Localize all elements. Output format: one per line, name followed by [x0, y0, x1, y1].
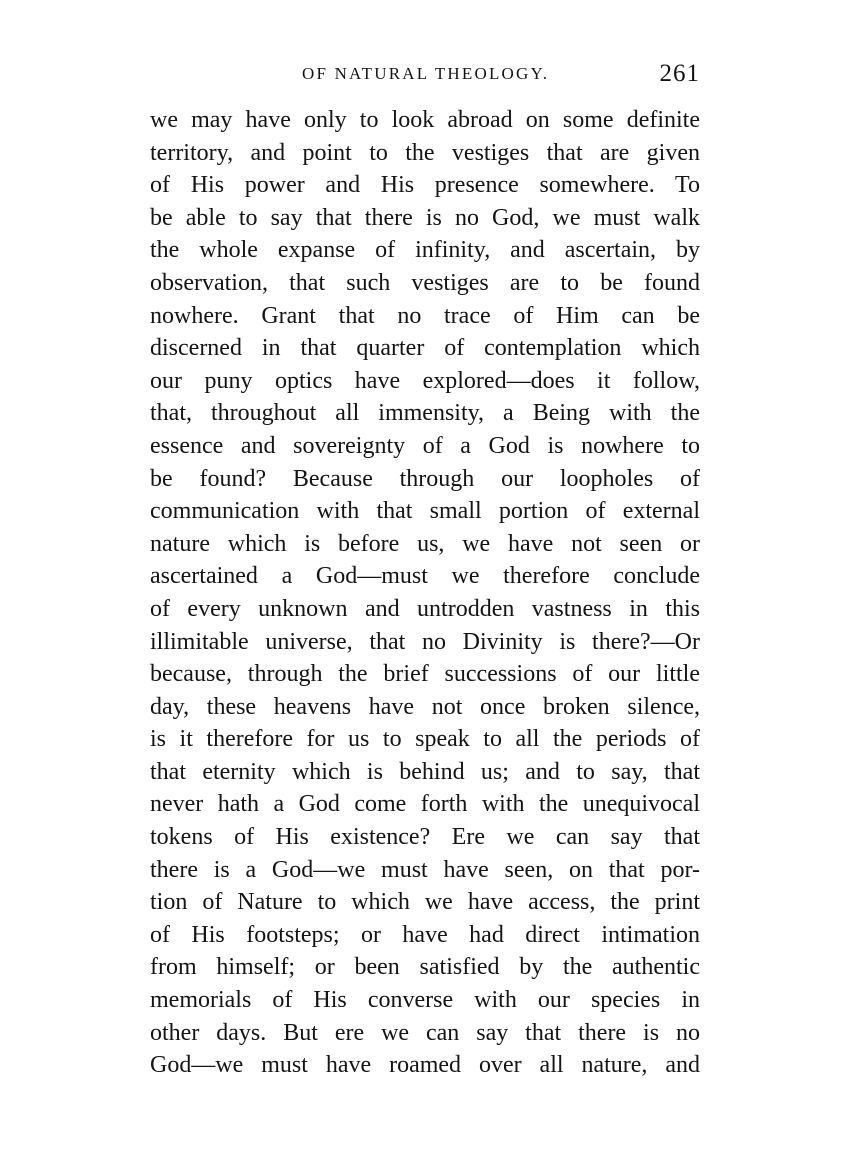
text-line: nowhere. Grant that no trace of Him can be — [150, 302, 700, 329]
text-line: be found? Because through our loopholes of — [150, 465, 700, 492]
text-line: memorials of His converse with our species in — [150, 987, 700, 1014]
text-line: of His power and His presence somewhere. To — [150, 172, 700, 199]
text-line: nature which is before us, we have not seen or — [150, 530, 700, 557]
text-line: observation, that such vestiges are to be found — [150, 269, 700, 296]
text-line: be able to say that there is no God, we must walk — [150, 204, 700, 231]
text-line: communication with that small portion of external — [150, 498, 700, 525]
page-number: 261 — [659, 60, 700, 87]
text-line: ascertained a God—must we therefore conclude — [150, 563, 700, 590]
running-head — [150, 58, 700, 94]
text-line: territory, and point to the vestiges that are given — [150, 139, 700, 166]
text-line: discerned in that quarter of contemplation which — [150, 335, 700, 362]
text-line: other days. But ere we can say that there is no — [150, 1019, 700, 1046]
text-line: essence and sovereignty of a God is nowhere to — [150, 432, 700, 459]
text-line: never hath a God come forth with the unequivocal — [150, 791, 700, 818]
text-line: because, through the brief successions of our little — [150, 661, 700, 688]
text-line: tokens of His existence? Ere we can say that — [150, 824, 700, 851]
text-line: God—we must have roamed over all nature, and — [150, 1052, 700, 1079]
text-line: tion of Nature to which we have access, the print — [150, 889, 700, 916]
text-line: our puny optics have explored—does it follow, — [150, 367, 700, 394]
text-line: that, throughout all immensity, a Being with the — [150, 400, 700, 427]
text-line: there is a God—we must have seen, on that por- — [150, 856, 700, 883]
text-line: the whole expanse of infinity, and ascertain, by — [150, 237, 700, 264]
text-line: of His footsteps; or have had direct intimation — [150, 921, 700, 948]
text-line: day, these heavens have not once broken silence, — [150, 693, 700, 720]
text-line: is it therefore for us to speak to all the periods of — [150, 726, 700, 753]
text-line: we may have only to look abroad on some definite — [150, 107, 700, 133]
text-line: that eternity which is behind us; and to say, that — [150, 758, 700, 785]
text-line: illimitable universe, that no Divinity is there?—Or — [150, 628, 700, 655]
text-line: of every unknown and untrodden vastness in this — [150, 595, 700, 622]
running-head-title: OF NATURAL THEOLOGY. — [302, 64, 550, 83]
text-line: from himself; or been satisfied by the authentic — [150, 954, 700, 981]
body-text — [150, 104, 700, 1082]
